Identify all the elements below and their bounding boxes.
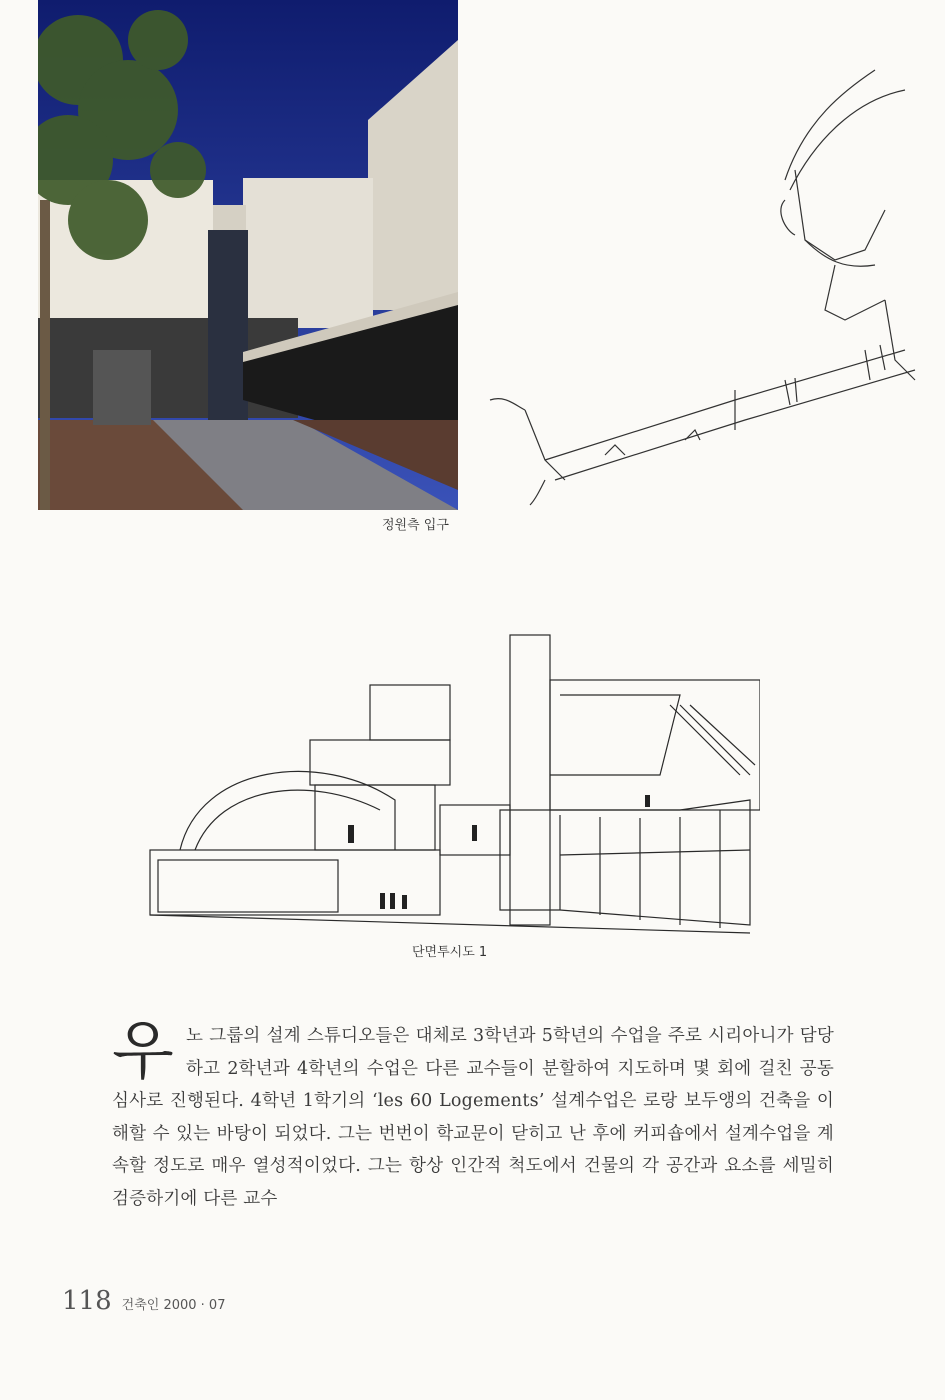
entrance-photo [38, 0, 458, 510]
photo-caption: 정원측 입구 [382, 518, 449, 533]
article-body [112, 1015, 834, 1215]
perspective-sketch [485, 60, 925, 520]
magazine-issue: 건축인 2000 · 07 [121, 1298, 226, 1313]
page-number: 118 [62, 1286, 112, 1316]
article-text: 노 그룹의 설계 스튜디오들은 대체로 3학년과 5학년의 수업을 주로 시리아니가 담당하고 2학년과 4학년의 수업은 다른 교수들이 분할하여 지도하며 몇 회에 걸친 공동심사로 진행된다. 4학년 1학기의 ‘les 60 Logements’ 설계수업은 로랑 보두앵의 건축을 이해할 수 있는 바탕이 되었다. 그는 번번이 학교문이 닫히고 난 후에 커피숍에서 설계수업을 계속할 정도로 매우 열성적이었다. 그는 항상 인간적 척도에서 건물의 각 공간과 요소를 세밀히 검증하기에 다른 교수 [112, 1026, 834, 1209]
page-footer [62, 1286, 225, 1316]
section-perspective-drawing [140, 625, 760, 940]
drawing-caption: 단면투시도 1 [412, 945, 488, 960]
drop-cap: 우 [112, 1015, 175, 1089]
